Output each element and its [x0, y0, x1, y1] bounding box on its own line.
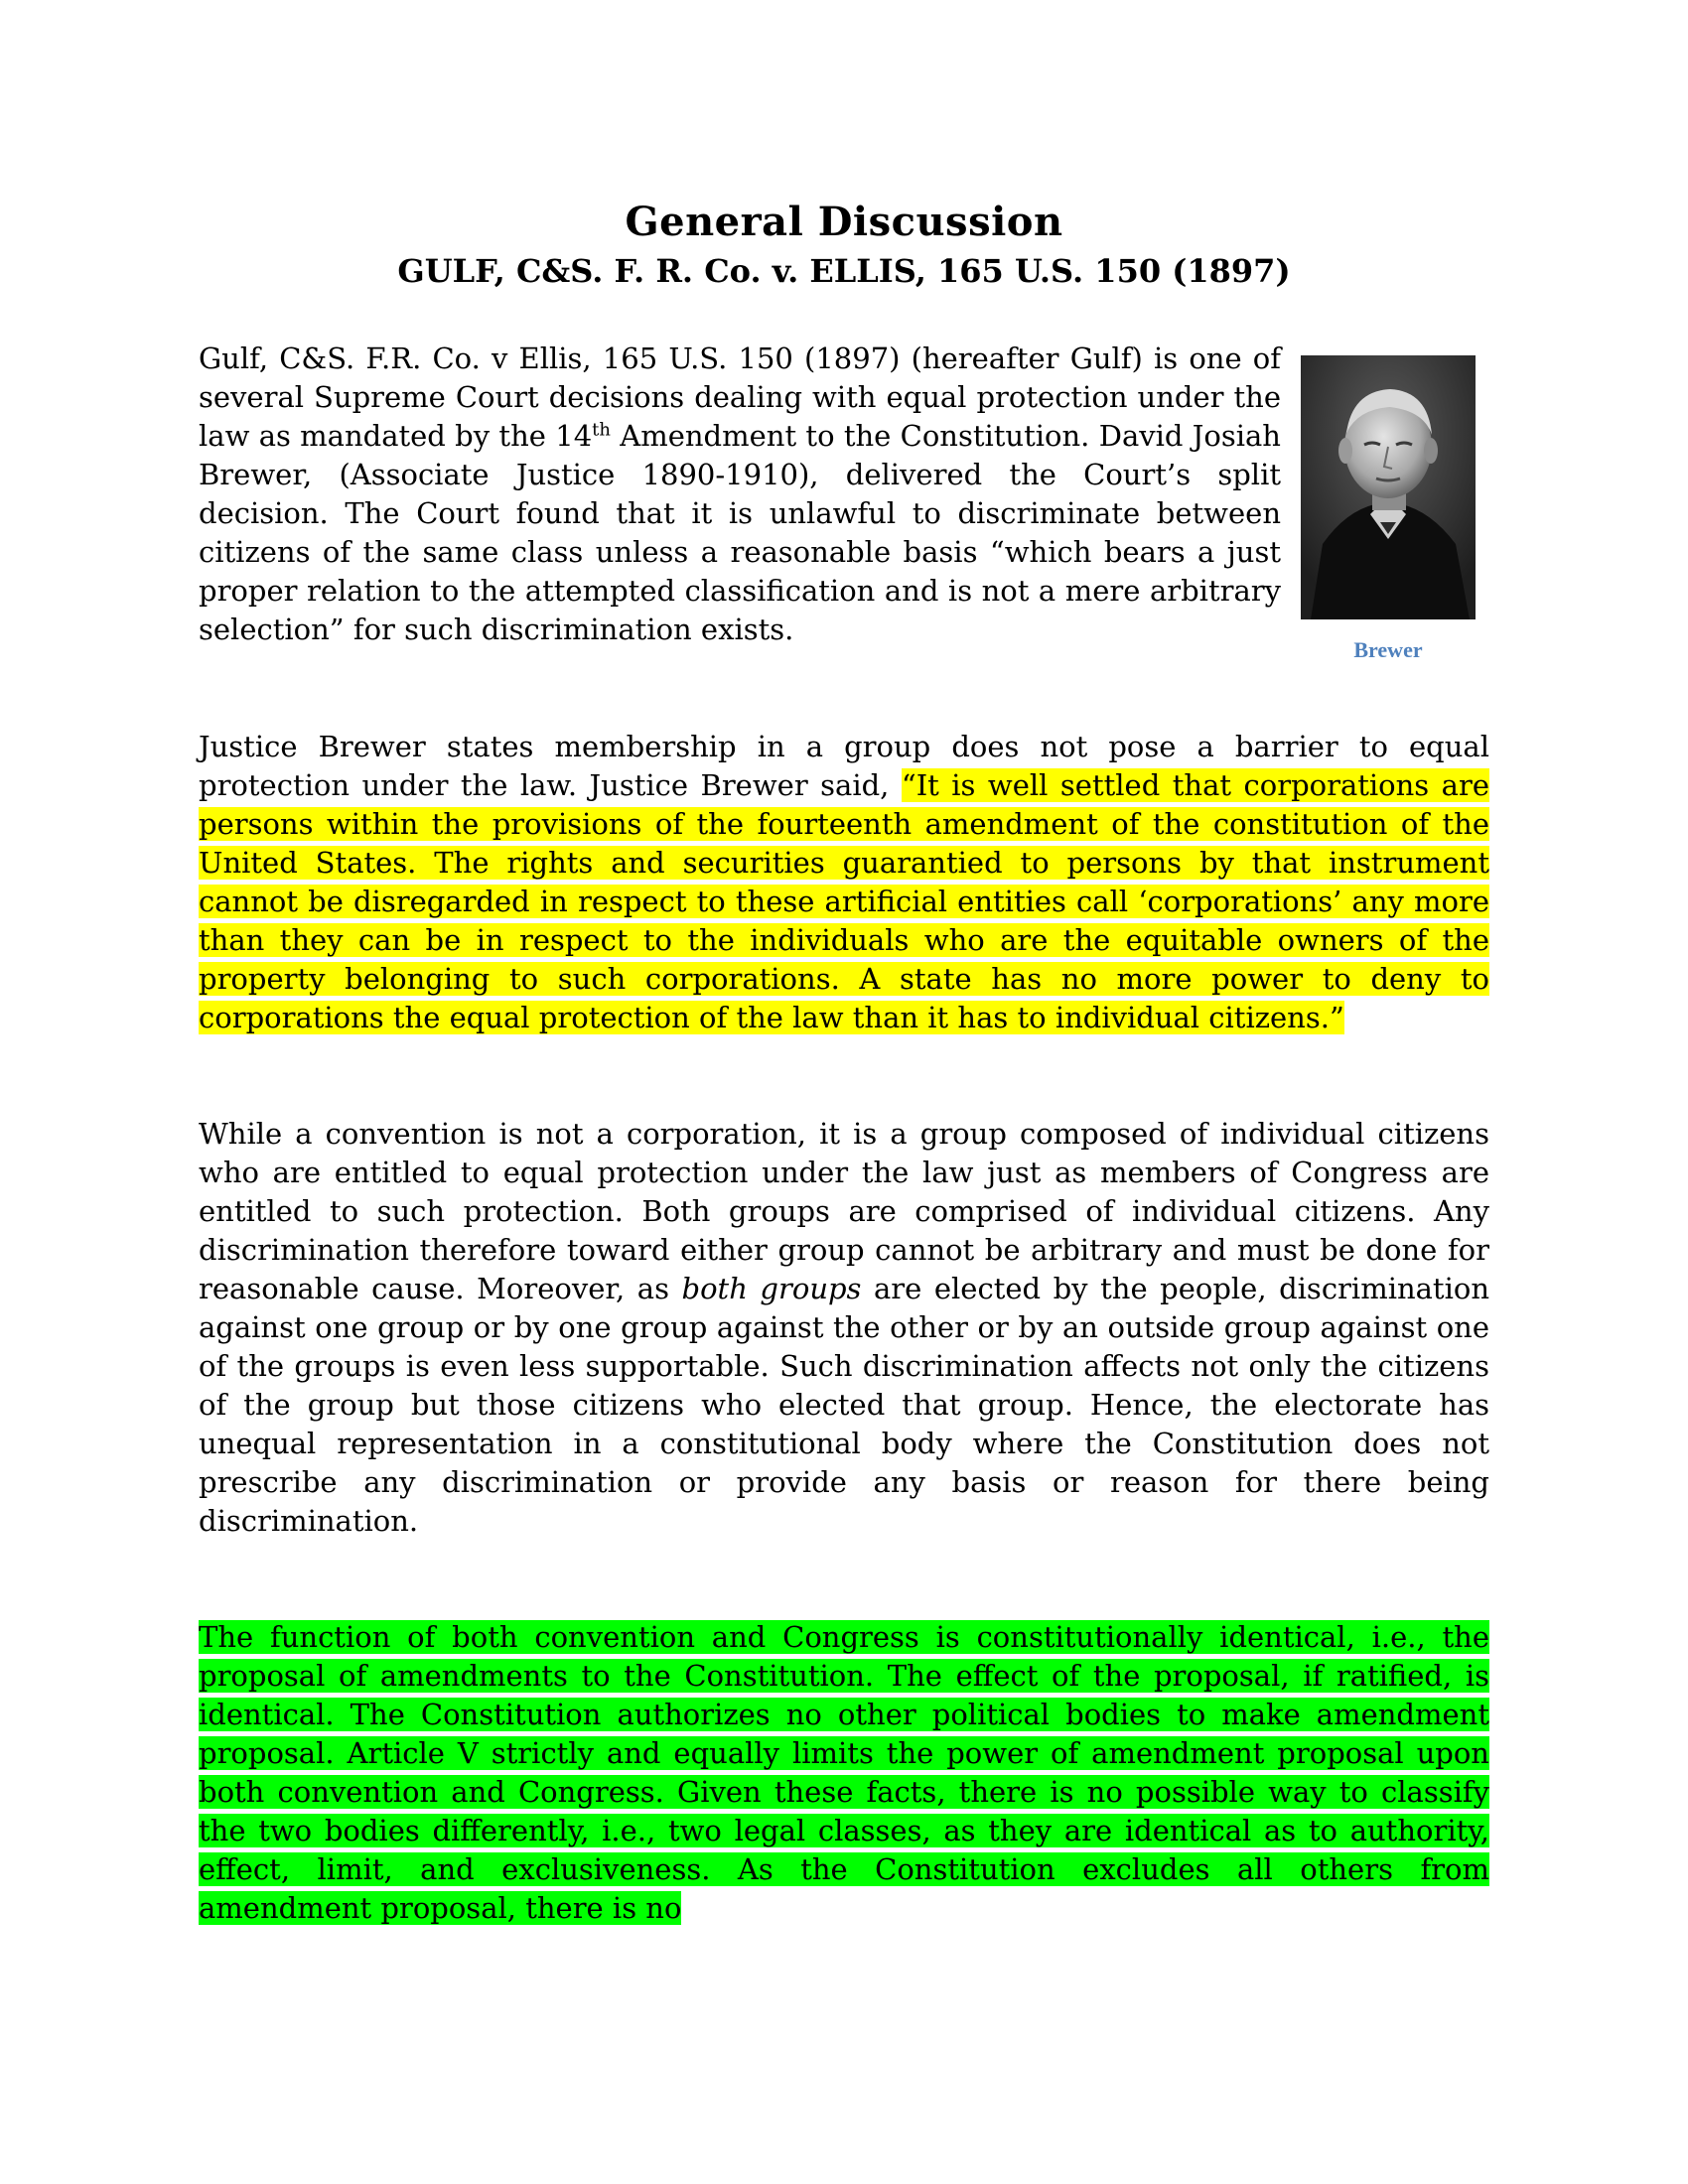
brewer-portrait-photo: [1301, 355, 1476, 619]
intro-paragraph: [199, 340, 1281, 649]
function-paragraph: [199, 1618, 1489, 1928]
convention-text-a: While a convention is not a corporation, it is a group composed of individual citizens who are entitled to equal protection under the law just as members of Congress are entitled to such protection. Both groups are comprised of individual citizens. Any discrimination therefore toward either group cannot be arbitrary and must be done for reasonable cause. Moreover, as: [199, 1117, 1489, 1305]
photo-caption: Brewer: [1353, 637, 1423, 662]
ordinal-superscript: th: [592, 419, 611, 441]
convention-text-b: are elected by the people, discrimination against one group or by one group against the other or by an outside group against one of the groups is even less supportable. Such discrimination affects not only the citizens of the group but those citizens who elected that group. Hence, the electorate has unequal representation in a constitutional body where the Constitution does not prescribe any discrimination or provide any basis or reason for there being discrimination.: [199, 1272, 1490, 1538]
emphasized-phrase: both groups: [681, 1272, 862, 1305]
green-highlighted-text: The function of both convention and Congress is constitutionally identical, i.e., the proposal of amendments to the Constitution. The effect of the proposal, if ratified, is identical. The Constitution authorizes no other political bodies to make amendment proposal. Article V strictly and equally limits the power of amendment proposal upon both convention and Congress. Given these facts, there is no possible way to classify the two bodies differently, i.e., two legal classes, as they are identical as to authority, effect, limit, and exclusiveness. As the Constitution excludes all others from amendment proposal, there is no: [199, 1620, 1489, 1925]
case-citation-heading: GULF, C&S. F. R. Co. v. ELLIS, 165 U.S. 150 (1897): [397, 252, 1291, 290]
convention-paragraph: [199, 1115, 1489, 1541]
intro-text-a: Gulf, C&S. F.R. Co. v Ellis, 165 U.S. 150 (1897) (hereafter Gulf) is one of several Supreme Court decisions dealing with equal protection under the law as mandated by the 14: [199, 341, 1281, 453]
highlighted-quote: “It is well settled that corporations are persons within the provisions of the fourteenth amendment of the constitution of the United States. The rights and securities guarantied to persons by that instrument cannot be disregarded in respect to these artificial entities call ‘corporations’ any more than they can be in respect to the individuals who are the equitable owners of the property belonging to such corporations. A state has no more power to deny to corporations the equal protection of the law than it has to individual citizens.”: [199, 768, 1489, 1034]
brewer-quote-paragraph: [199, 728, 1489, 1037]
page-title: General Discussion: [625, 199, 1063, 245]
portrait-image: [1301, 355, 1476, 619]
intro-text-b: Amendment to the Constitution. David Josiah Brewer, (Associate Justice 1890-1910), delivered the Court’s split decision. The Court found that it is unlawful to discriminate between citizens of the same class unless a reasonable basis “which bears a just proper relation to the attempted classification and is not a mere arbitrary selection” for such discrimination exists.: [199, 419, 1281, 646]
quote-lead-in: Justice Brewer states membership in a group does not pose a barrier to equal protection under the law. Justice Brewer said,: [199, 730, 1489, 802]
